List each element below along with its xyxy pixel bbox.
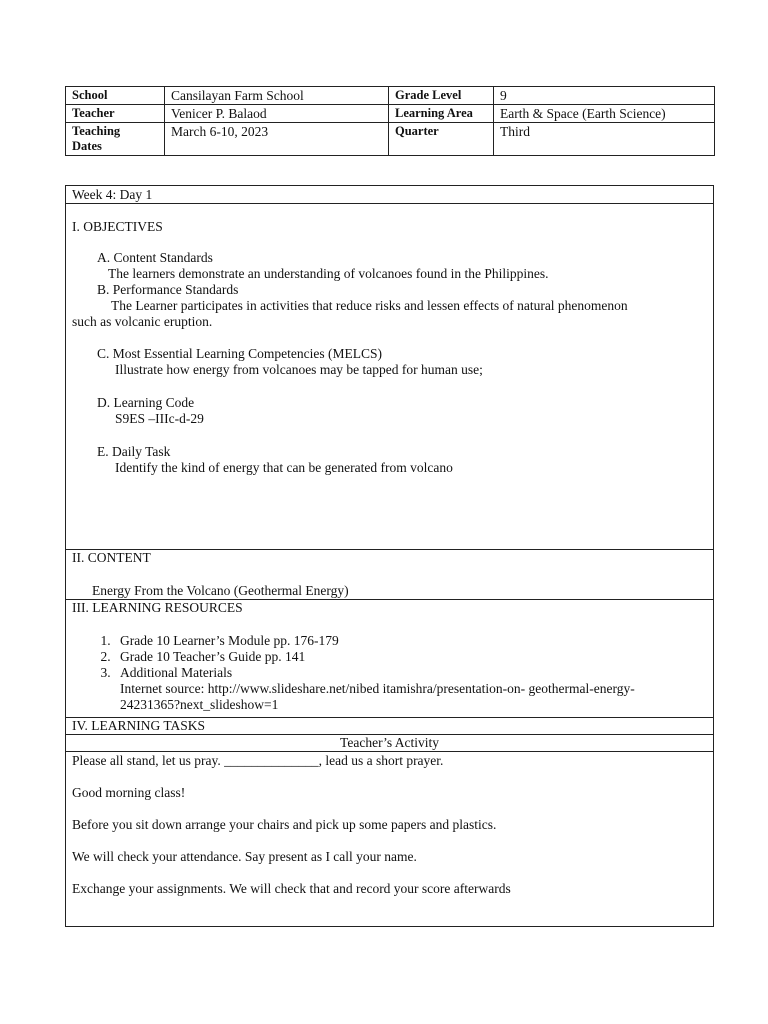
learning-area-value: Earth & Space (Earth Science) [494,105,715,123]
daily-task-text: Identify the kind of energy that can be generated from volcano [115,460,453,475]
week-day-label: Week 4: Day 1 [66,186,714,204]
school-label: School [66,87,165,105]
learning-area-label: Learning Area [389,105,494,123]
learning-resources-heading: III. LEARNING RESOURCES [72,600,243,615]
learning-resources-section [66,600,714,718]
school-value: Cansilayan Farm School [165,87,389,105]
objectives-section [66,204,714,550]
learning-code-title: D. Learning Code [97,395,195,410]
teacher-value: Venicer P. Balaod [165,105,389,123]
performance-standards-text-2: such as volcanic eruption. [72,314,213,329]
content-text: Energy From the Volcano (Geothermal Energy) [92,583,349,598]
internet-source-link-cont[interactable]: 24231365?next_slideshow=1 [120,697,279,712]
grade-level-label: Grade Level [389,87,494,105]
resource-item: 3. Additional Materials [114,665,707,681]
grade-level-value: 9 [494,87,715,105]
learning-resources-list [72,633,707,681]
lesson-header-table [65,86,715,156]
teachers-activity-cell [66,752,714,927]
daily-task-title: E. Daily Task [97,444,171,459]
internet-source-link[interactable]: Internet source: http://www.slideshare.net/nibed itamishra/presentation-on- geothermal-energy- [120,681,635,696]
activity-line: We will check your attendance. Say present as I call your name. [72,849,417,864]
content-heading: II. CONTENT [72,550,151,565]
teacher-label: Teacher [66,105,165,123]
activity-line: Good morning class! [72,785,186,800]
teaching-dates-label: Teaching Dates [66,123,165,156]
quarter-value: Third [494,123,715,156]
melcs-title: C. Most Essential Learning Competencies (MELCS) [97,346,382,361]
content-section [66,550,714,600]
activity-line: Exchange your assignments. We will check that and record your score afterwards [72,881,511,896]
learning-tasks-heading: IV. LEARNING TASKS [66,718,714,735]
quarter-label: Quarter [389,123,494,156]
learning-code-text: S9ES –IIIc-d-29 [115,411,204,426]
activity-line: Please all stand, let us pray. ______________, lead us a short prayer. [72,753,444,768]
teaching-dates-value: March 6-10, 2023 [165,123,389,156]
resource-item: 1. Grade 10 Learner’s Module pp. 176-179 [114,633,707,649]
lesson-plan-table [65,185,714,927]
performance-standards-title: B. Performance Standards [97,282,239,297]
performance-standards-text-1: The Learner participates in activities that reduce risks and lessen effects of natural phenomenon [111,298,628,313]
melcs-text: Illustrate how energy from volcanoes may be tapped for human use; [115,362,483,377]
content-standards-title: A. Content Standards [97,250,213,265]
resource-item: 2. Grade 10 Teacher’s Guide pp. 141 [114,649,707,665]
objectives-heading: I. OBJECTIVES [72,219,163,234]
teachers-activity-header: Teacher’s Activity [66,735,714,752]
activity-line: Before you sit down arrange your chairs and pick up some papers and plastics. [72,817,497,832]
content-standards-text: The learners demonstrate an understanding of volcanoes found in the Philippines. [108,266,549,281]
